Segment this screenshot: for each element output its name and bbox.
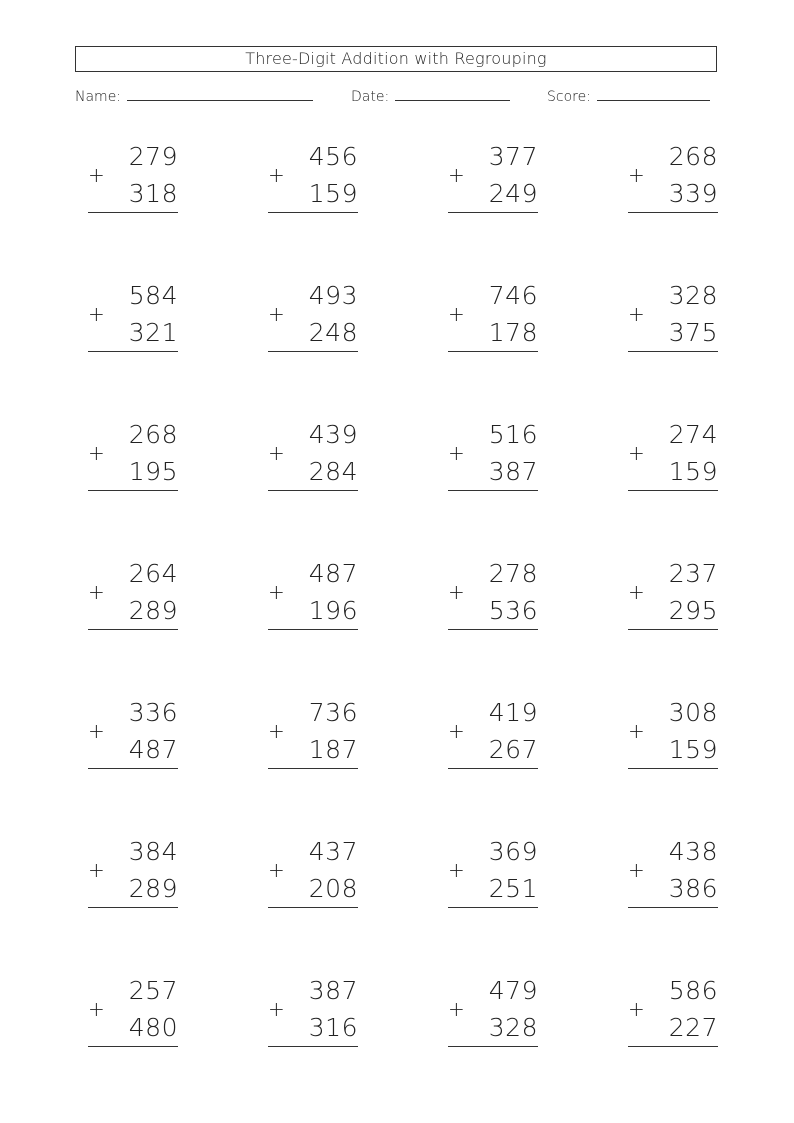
top-addend: 257 (128, 976, 178, 1005)
answer-line (448, 629, 538, 630)
answer-line (628, 351, 718, 352)
answer-line (88, 629, 178, 630)
plus-sign: + (448, 997, 465, 1021)
addition-problem (268, 837, 358, 917)
plus-sign: + (88, 719, 105, 743)
plus-sign: + (628, 163, 645, 187)
answer-line (448, 768, 538, 769)
answer-line (448, 490, 538, 491)
worksheet-title: Three-Digit Addition with Regrouping (75, 46, 717, 72)
top-addend: 278 (488, 559, 538, 588)
addition-problem (88, 142, 178, 222)
addition-problem (448, 142, 538, 222)
addition-problem (448, 420, 538, 500)
bottom-addend: 328 (488, 1013, 538, 1042)
addition-problem (628, 281, 718, 361)
bottom-addend: 248 (308, 318, 358, 347)
top-addend: 419 (488, 698, 538, 727)
addition-problem (268, 698, 358, 778)
plus-sign: + (628, 441, 645, 465)
top-addend: 279 (128, 142, 178, 171)
answer-line (268, 351, 358, 352)
plus-sign: + (628, 302, 645, 326)
bottom-addend: 196 (308, 596, 358, 625)
top-addend: 328 (668, 281, 718, 310)
top-addend: 493 (308, 281, 358, 310)
addition-problem (628, 837, 718, 917)
bottom-addend: 267 (488, 735, 538, 764)
answer-line (628, 212, 718, 213)
plus-sign: + (628, 719, 645, 743)
answer-line (268, 490, 358, 491)
top-addend: 387 (308, 976, 358, 1005)
bottom-addend: 178 (488, 318, 538, 347)
name-label: Name: (75, 89, 122, 105)
answer-line (628, 1046, 718, 1047)
addition-problem (448, 976, 538, 1056)
plus-sign: + (268, 719, 285, 743)
addition-problem (88, 281, 178, 361)
plus-sign: + (88, 858, 105, 882)
addition-problem (448, 698, 538, 778)
date-label: Date: (351, 89, 390, 105)
answer-line (268, 907, 358, 908)
addition-problem (88, 698, 178, 778)
top-addend: 437 (308, 837, 358, 866)
plus-sign: + (448, 719, 465, 743)
plus-sign: + (628, 858, 645, 882)
addition-problem (268, 281, 358, 361)
top-addend: 237 (668, 559, 718, 588)
answer-line (268, 629, 358, 630)
answer-line (88, 490, 178, 491)
top-addend: 456 (308, 142, 358, 171)
addition-problem (88, 837, 178, 917)
bottom-addend: 159 (668, 457, 718, 486)
bottom-addend: 187 (308, 735, 358, 764)
bottom-addend: 208 (308, 874, 358, 903)
addition-problem (268, 142, 358, 222)
top-addend: 516 (488, 420, 538, 449)
answer-line (268, 768, 358, 769)
plus-sign: + (448, 580, 465, 604)
bottom-addend: 536 (488, 596, 538, 625)
plus-sign: + (88, 997, 105, 1021)
bottom-addend: 487 (128, 735, 178, 764)
bottom-addend: 480 (128, 1013, 178, 1042)
top-addend: 439 (308, 420, 358, 449)
addition-problem (628, 698, 718, 778)
top-addend: 736 (308, 698, 358, 727)
plus-sign: + (448, 441, 465, 465)
addition-problem (88, 976, 178, 1056)
top-addend: 438 (668, 837, 718, 866)
plus-sign: + (88, 163, 105, 187)
top-addend: 479 (488, 976, 538, 1005)
bottom-addend: 195 (128, 457, 178, 486)
answer-line (448, 907, 538, 908)
top-addend: 268 (668, 142, 718, 171)
answer-line (88, 212, 178, 213)
bottom-addend: 339 (668, 179, 718, 208)
bottom-addend: 227 (668, 1013, 718, 1042)
addition-problem (628, 976, 718, 1056)
bottom-addend: 251 (488, 874, 538, 903)
addition-problem (448, 559, 538, 639)
answer-line (268, 1046, 358, 1047)
bottom-addend: 289 (128, 596, 178, 625)
plus-sign: + (448, 858, 465, 882)
bottom-addend: 386 (668, 874, 718, 903)
addition-problem (88, 420, 178, 500)
answer-line (268, 212, 358, 213)
bottom-addend: 321 (128, 318, 178, 347)
answer-line (88, 351, 178, 352)
answer-line (628, 907, 718, 908)
plus-sign: + (268, 163, 285, 187)
addition-problem (628, 420, 718, 500)
addition-problem (268, 559, 358, 639)
answer-line (88, 1046, 178, 1047)
top-addend: 377 (488, 142, 538, 171)
addition-problem (268, 420, 358, 500)
score-label: Score: (547, 89, 591, 105)
plus-sign: + (268, 858, 285, 882)
top-addend: 264 (128, 559, 178, 588)
plus-sign: + (88, 580, 105, 604)
bottom-addend: 249 (488, 179, 538, 208)
addition-problem (628, 559, 718, 639)
top-addend: 369 (488, 837, 538, 866)
plus-sign: + (268, 997, 285, 1021)
top-addend: 384 (128, 837, 178, 866)
bottom-addend: 284 (308, 457, 358, 486)
bottom-addend: 318 (128, 179, 178, 208)
plus-sign: + (88, 302, 105, 326)
addition-problem (448, 837, 538, 917)
addition-problem (268, 976, 358, 1056)
answer-line (448, 1046, 538, 1047)
bottom-addend: 375 (668, 318, 718, 347)
addition-problem (88, 559, 178, 639)
bottom-addend: 387 (488, 457, 538, 486)
answer-line (448, 351, 538, 352)
top-addend: 336 (128, 698, 178, 727)
bottom-addend: 289 (128, 874, 178, 903)
plus-sign: + (448, 163, 465, 187)
answer-line (628, 768, 718, 769)
answer-line (88, 768, 178, 769)
top-addend: 746 (488, 281, 538, 310)
top-addend: 586 (668, 976, 718, 1005)
answer-line (88, 907, 178, 908)
plus-sign: + (88, 441, 105, 465)
top-addend: 274 (668, 420, 718, 449)
answer-line (628, 629, 718, 630)
top-addend: 487 (308, 559, 358, 588)
plus-sign: + (268, 580, 285, 604)
top-addend: 268 (128, 420, 178, 449)
top-addend: 308 (668, 698, 718, 727)
top-addend: 584 (128, 281, 178, 310)
answer-line (628, 490, 718, 491)
plus-sign: + (628, 997, 645, 1021)
bottom-addend: 316 (308, 1013, 358, 1042)
bottom-addend: 159 (668, 735, 718, 764)
plus-sign: + (268, 441, 285, 465)
plus-sign: + (448, 302, 465, 326)
addition-problem (448, 281, 538, 361)
addition-problem (628, 142, 718, 222)
plus-sign: + (268, 302, 285, 326)
bottom-addend: 159 (308, 179, 358, 208)
answer-line (448, 212, 538, 213)
plus-sign: + (628, 580, 645, 604)
bottom-addend: 295 (668, 596, 718, 625)
